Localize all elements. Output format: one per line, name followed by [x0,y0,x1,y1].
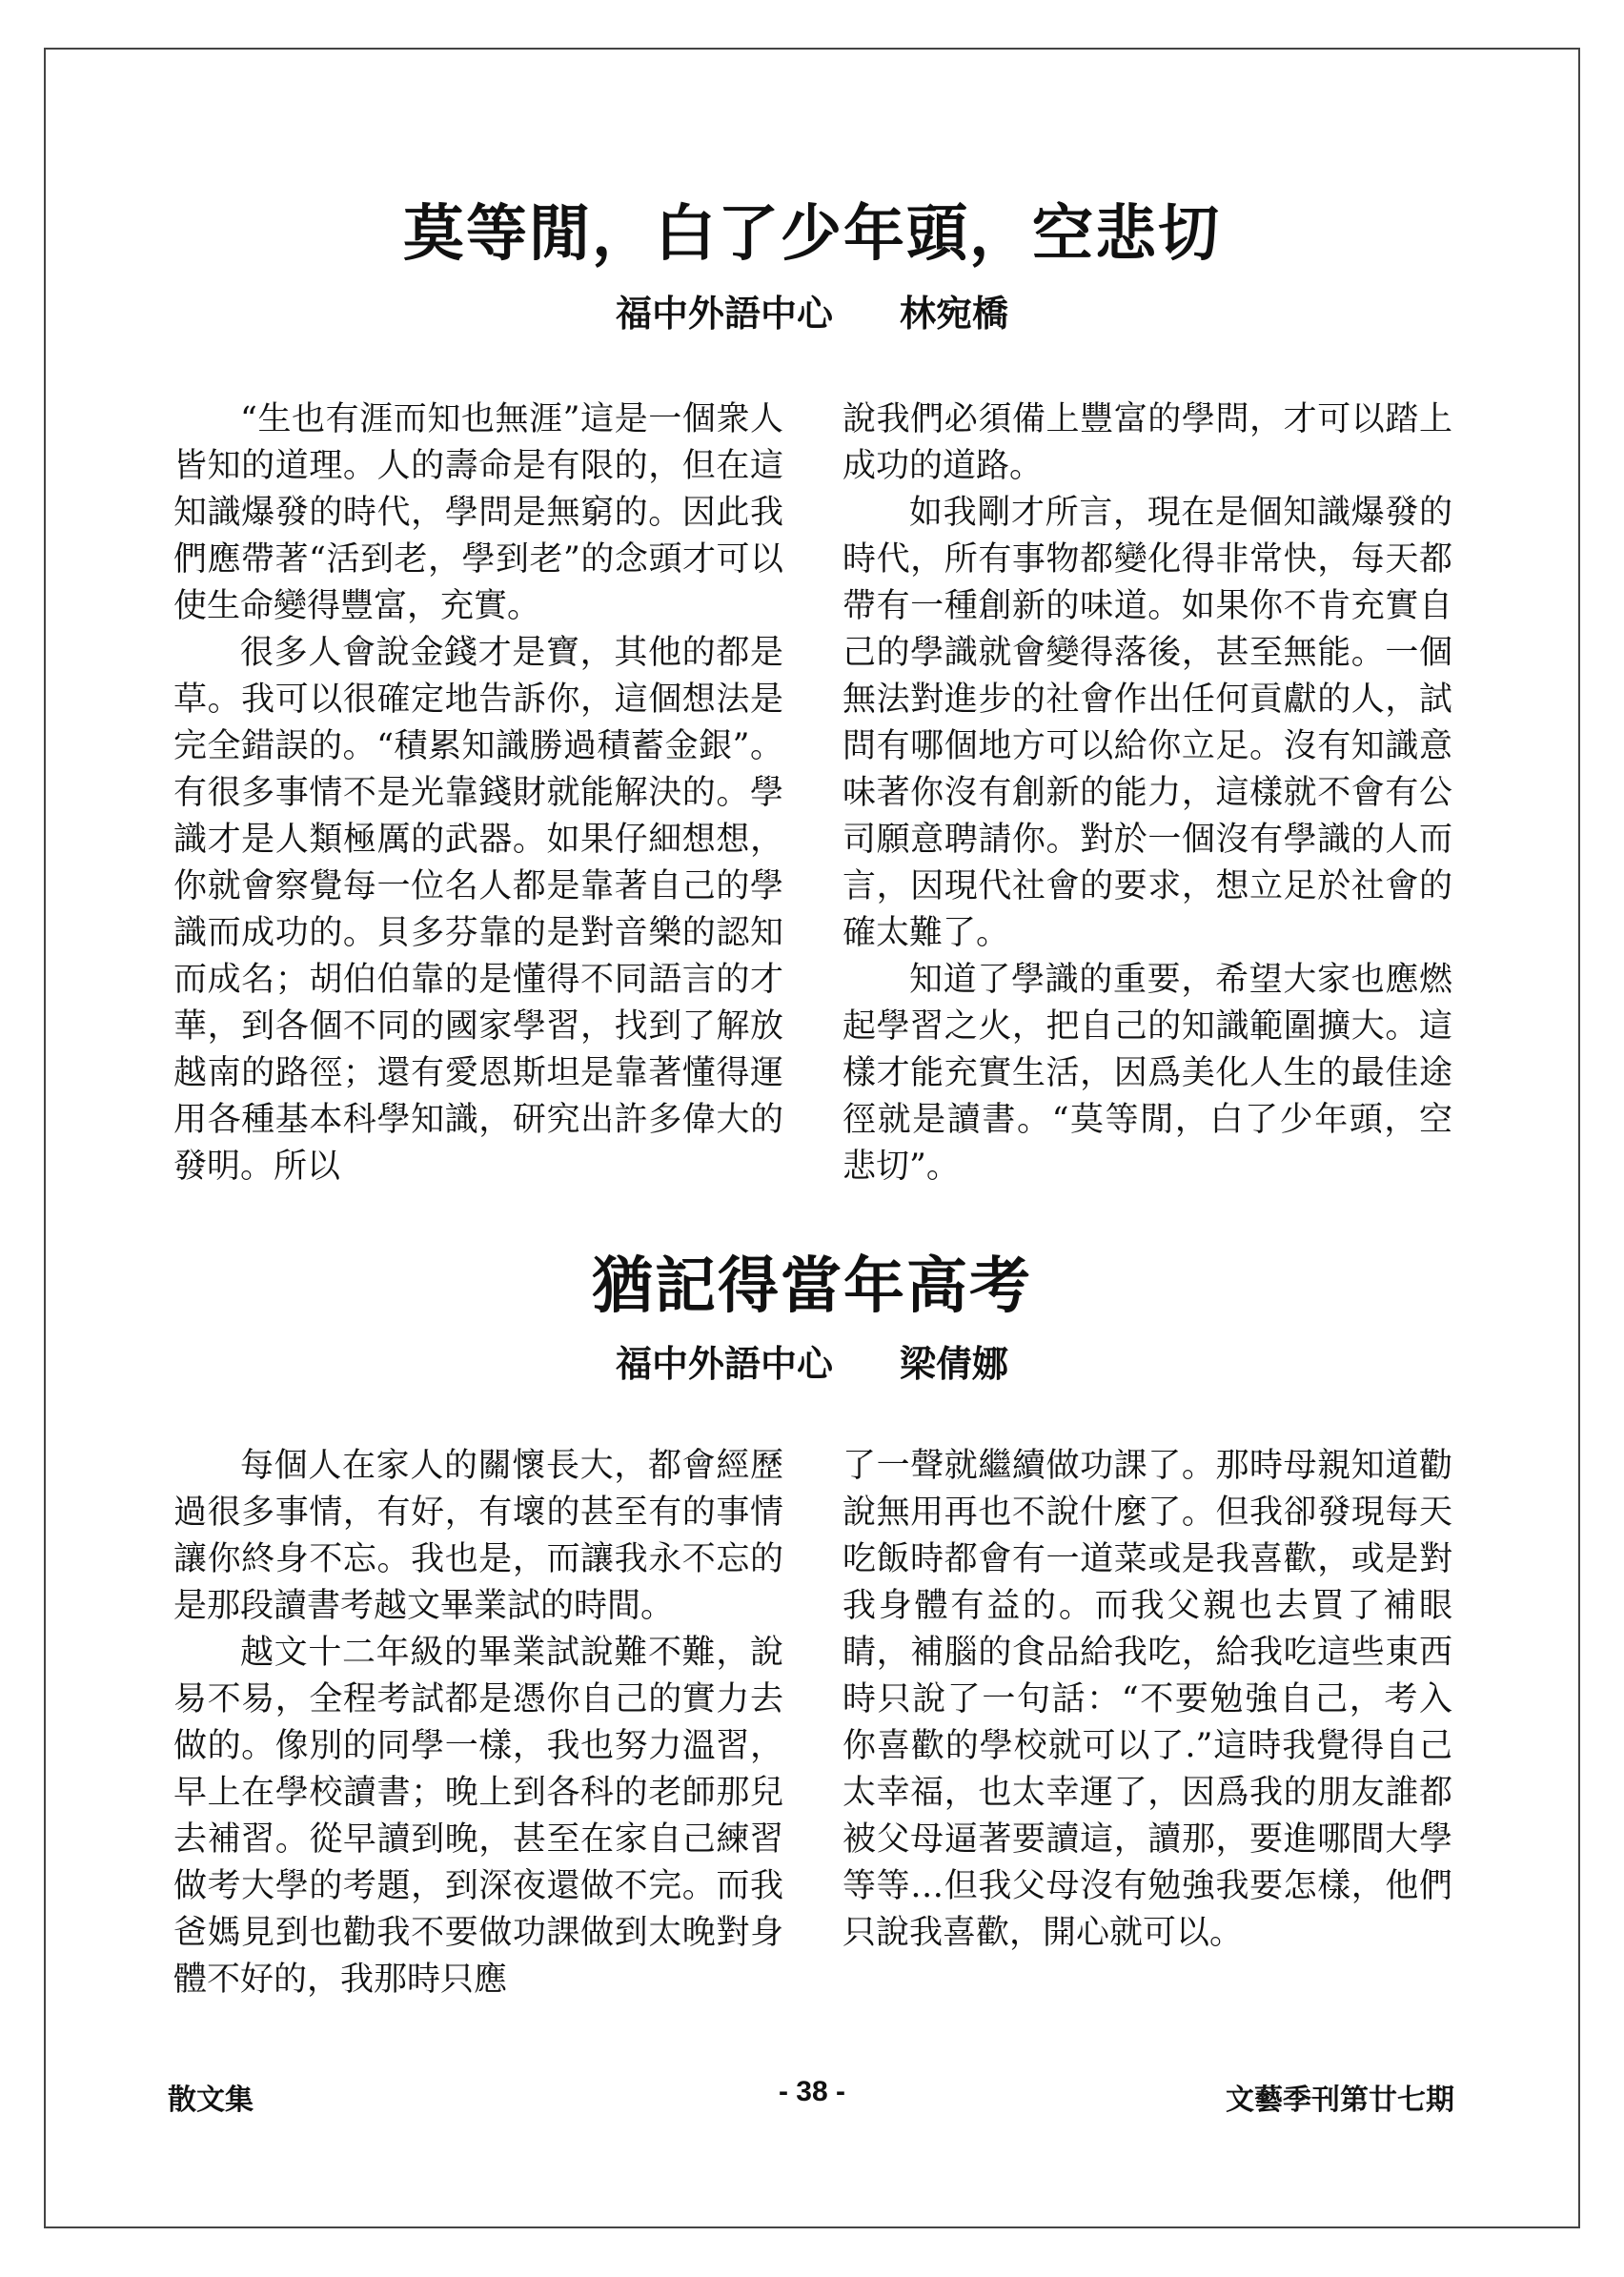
paragraph: 很多人會說金錢才是寶，其他的都是草。我可以很確定地告訴你，這個想法是完全錯誤的。“積累知識勝過積蓄金銀”。有很多事情不是光靠錢財就能解決的。學識才是人類極厲的武器。如果仔細想想，你就會察覺每一位名人都是靠著自己的學識而成功的。貝多芬靠的是對音樂的認知而成名；胡伯伯靠的是懂得不同語言的才華，到各個不同的國家學習，找到了解放越南的路徑；還有愛恩斯坦是靠著懂得運用各種基本科學知識，研究出許多偉大的發明。所以 [173,634,783,1186]
article-2-right-column [842,1443,1452,1957]
paragraph: 說我們必須備上豐富的學問，才可以踏上成功的道路。 [842,400,1452,485]
paragraph: 每個人在家人的關懷長大，都會經歷過很多事情，有好，有壞的甚至有的事情讓你終身不忘。我也是，而讓我永不忘的是那段讀書考越文畢業試的時間。 [173,1447,783,1625]
article-1-title: 莫等閒，白了少年頭，空悲切 [403,198,1221,270]
footer-section-label: 散文集 [168,2084,254,2116]
paragraph: 如我剛才所言，現在是個知識爆發的時代，所有事物都變化得非常快，每天都帶有一種創新的味道。如果你不肯充實自己的學識就會變得落後，甚至無能。一個無法對進步的社會作出任何貢獻的人，試問有哪個地方可以給你立足。沒有知識意味著你沒有創新的能力，這樣就不會有公司願意聘請你。對於一個沒有學識的人而言，因現代社會的要求，想立足於社會的確太難了。 [842,494,1452,952]
article-2-author: 梁倩娜 [900,1342,1009,1385]
article-1-right-column [842,396,1452,1190]
article-1-org: 福中外語中心 [615,292,833,335]
paragraph: 越文十二年級的畢業試說難不難，說易不易，全程考試都是憑你自己的實力去做的。像別的同學一樣，我也努力溫習，早上在學校讀書；晚上到各科的老師那兒去補習。從早讀到晚，甚至在家自己練習做考大學的考題，到深夜還做不完。而我爸媽見到也勸我不要做功課做到太晚對身體不好的，我那時只應 [173,1634,783,1999]
article-2-title: 猶記得當年高考 [592,1250,1032,1322]
article-1-left-column [173,396,783,1190]
article-1-author: 林宛橋 [900,292,1009,335]
article-2-byline [0,1342,1624,1385]
footer-publication: 文藝季刊第廿七期 [1226,2084,1454,2116]
paragraph: “生也有涯而知也無涯”這是一個衆人皆知的道理。人的壽命是有限的，但在這知識爆發的時代，學問是無窮的。因此我們應帶著“活到老，學到老”的念頭才可以使生命變得豐富，充實。 [173,400,783,625]
paragraph: 知道了學識的重要，希望大家也應燃起學習之火，把自己的知識範圍擴大。這樣才能充實生活，因爲美化人生的最佳途徑就是讀書。“莫等閒，白了少年頭，空悲切”。 [842,961,1452,1186]
footer-page-number: - 38 - [778,2076,846,2107]
paragraph: 了一聲就繼續做功課了。那時母親知道勸說無用再也不說什麼了。但我卻發現每天吃飯時都會有一道菜或是我喜歡，或是對我身體有益的。而我父親也去買了補眼睛，補腦的食品給我吃，給我吃這些東西時只說了一句話：“不要勉強自己，考入你喜歡的學校就可以了.”這時我覺得自己太幸福，也太幸運了，因爲我的朋友誰都被父母逼著要讀這，讀那，要進哪間大學等等…但我父母沒有勉強我要怎樣，他們只說我喜歡，開心就可以。 [842,1447,1452,1952]
article-1-byline [0,292,1624,335]
article-2-left-column [173,1443,783,2003]
article-2-org: 福中外語中心 [615,1342,833,1385]
